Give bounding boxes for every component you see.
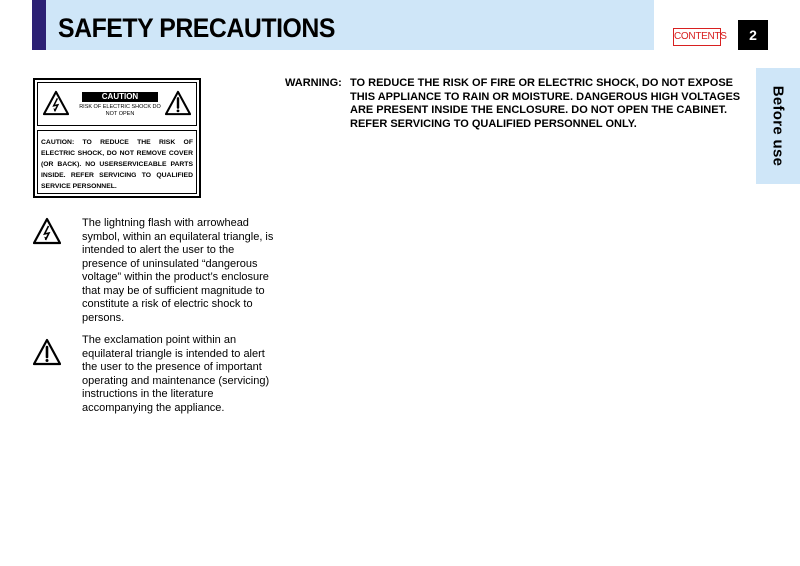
lightning-triangle-icon — [33, 217, 61, 245]
exclamation-triangle-icon — [165, 90, 191, 116]
caution-subtitle: RISK OF ELECTRIC SHOCK DO NOT OPEN — [79, 104, 161, 117]
exclamation-symbol-description: The exclamation point within an equilateral triangle is intended to alert the user to the presence of important operating and maintenance (servicing) instructions in the literature accompanying the appliance. — [82, 334, 270, 414]
lightning-triangle-icon — [43, 90, 69, 116]
page-title: SAFETY PRECAUTIONS — [58, 13, 335, 43]
caution-text: CAUTION: TO REDUCE THE RISK OF ELECTRIC SHOCK, DO NOT REMOVE COVER (OR BACK). NO USERSERVICEABLE PARTS INSIDE. REFER SERVICING TO QUALIFIED SERVICE PERSONNEL. — [37, 130, 197, 194]
warning-label: WARNING: — [285, 77, 342, 89]
exclamation-triangle-icon — [33, 338, 61, 366]
caution-title: CAUTION — [82, 92, 158, 102]
section-tab-label: Before use — [769, 85, 787, 167]
contents-button[interactable]: CONTENTS — [673, 28, 721, 46]
caution-label-box — [33, 78, 201, 198]
lightning-symbol-description: The lightning flash with arrowhead symbol, within an equilateral triangle, is intended to alert the user to the presence of uninsulated “dangerous voltage” within the product’s enclosure that may be of sufficient magnitude to constitute a risk of electric shock to persons. — [82, 217, 274, 324]
page-number: 2 — [738, 20, 768, 50]
section-tab-before-use[interactable] — [756, 68, 800, 184]
caution-label-header — [37, 82, 197, 126]
warning-text: TO REDUCE THE RISK OF FIRE OR ELECTRIC SHOCK, DO NOT EXPOSE THIS APPLIANCE TO RAIN OR MOISTURE. DANGEROUS HIGH VOLTAGES ARE PRESENT INSIDE THE ENCLOSURE. DO NOT OPEN THE CABINET. REFER SERVICING TO QUALIFIED PERSONNEL ONLY. — [350, 77, 741, 130]
